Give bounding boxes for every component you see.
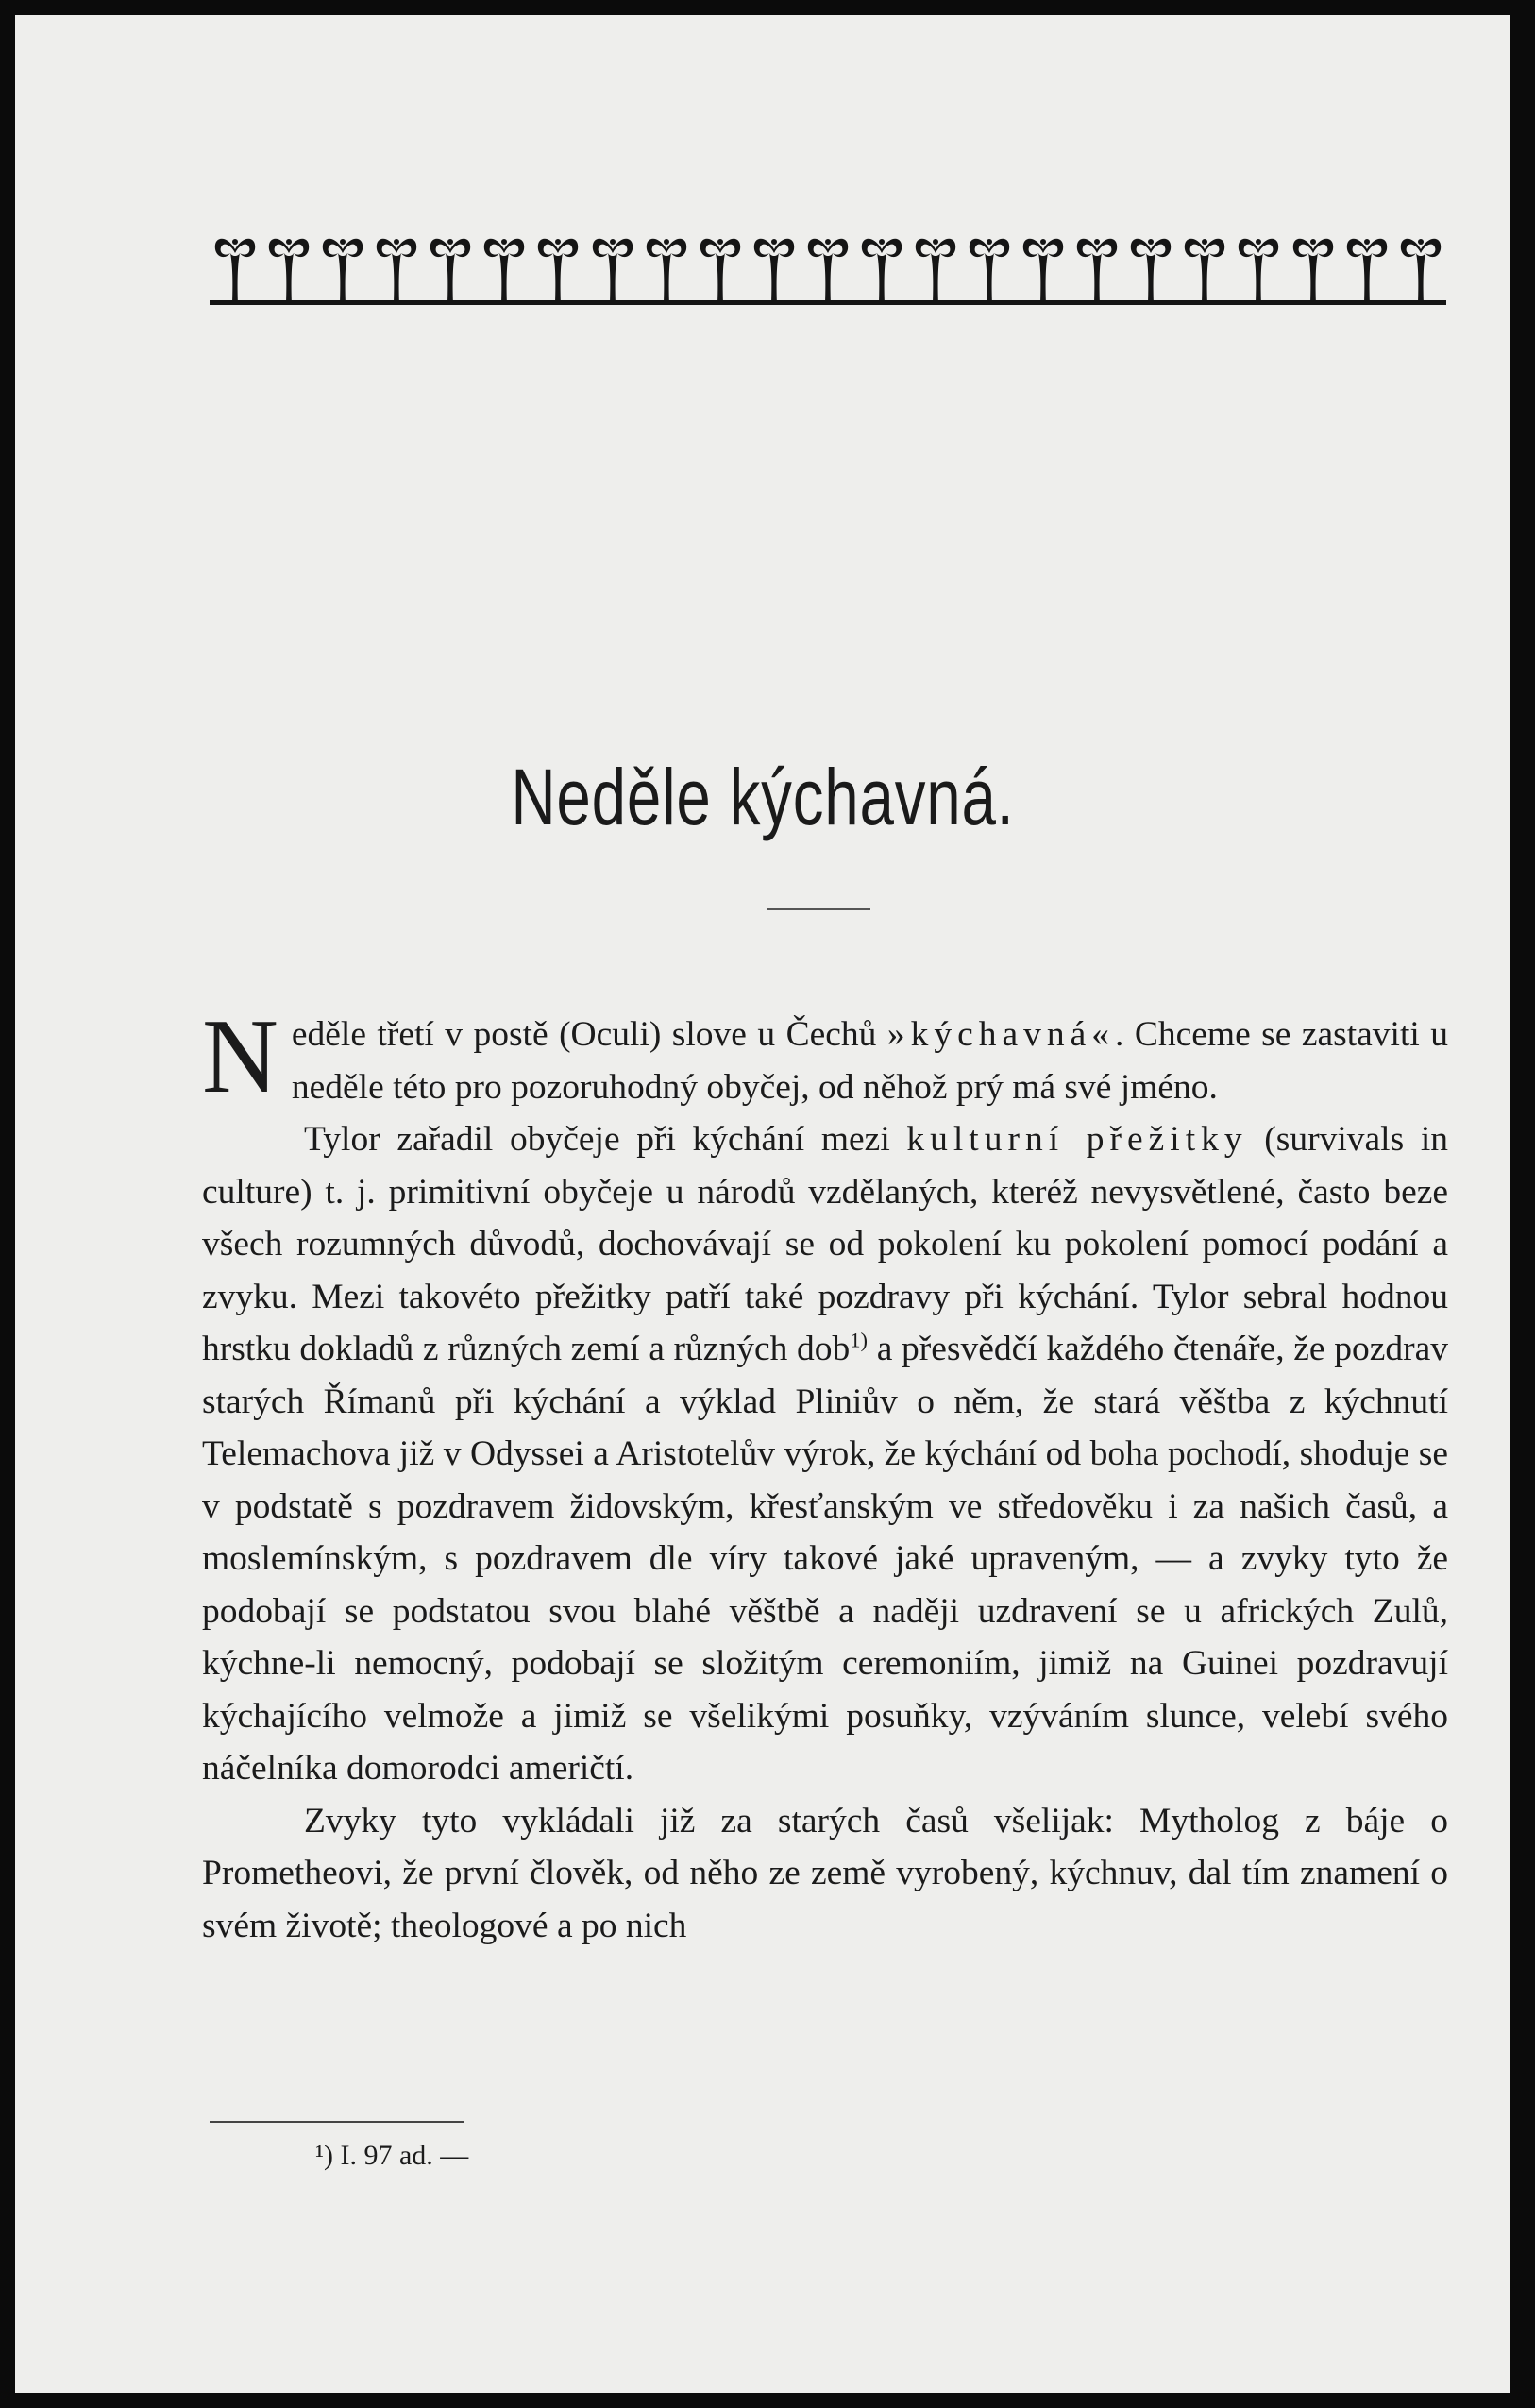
paragraph-2: Tylor zařadil obyčeje při kýchání mezi kulturní přežitky (survivals in culture) t. j. primitivní obyčeje u národů vzdělaných, kteréž nevysvětlené, často beze všech rozumných důvodů, dochovávají se od pokolení ku pokolení pomocí podání a zvyku. Mezi takovéto přežitky patří také pozdravy při kýchání. Tylor sebral hodnou hrstku dokladů z různých zemí a různých dob$^{1)}$ a přesvědčí každého čtenáře, že pozdrav starých Římanů při kýchání a výklad Pliniův o něm, že stará věštba z kýchnutí Telemachova již v Odyssei a Aristotelův výrok, že kýchání od boha pochodí, shoduje se v podstatě s pozdravem židovským, křesťanským ve středověku i za našich časů, a moslemínským, s pozdravem dle víry takové jaké upraveným, — a zvyky tyto že podobají se podstatou svou blahé věštbě a naději uzdravení se u afrických Zulů, kýchne-li nemocný, podobají se složitým ceremoniím, jimiž na Guinei pozdravují kýchajícího velmože a jimiž se všelikými posuňky, vzýváním slunce, velebí svého náčelníka domorodci američtí. (202, 1120, 1449, 1788)
fleuron-icon (479, 230, 530, 306)
fleuron-icon (1179, 230, 1230, 306)
fleuron-icon (749, 230, 800, 306)
fleuron-icon (210, 230, 261, 306)
fleuron-icon (964, 230, 1015, 306)
fleuron-icon (910, 230, 961, 306)
footnote-rule (210, 2121, 464, 2123)
fleuron-icon (263, 230, 314, 306)
drop-cap: N (202, 998, 278, 1115)
fleuron-icon (1125, 230, 1176, 306)
footnote: ¹) I. 97 ad. — (315, 2140, 469, 2171)
footnote-marker[interactable]: 1) (850, 1328, 869, 1352)
fleuron-icon (532, 230, 583, 306)
fleuron-icon (856, 230, 907, 306)
chapter-title: Neděle kýchavná. (511, 753, 1015, 841)
fleuron-icon (425, 230, 476, 306)
book-page (15, 15, 1510, 2393)
ornament-band (210, 223, 1446, 306)
fleuron-icon (1341, 230, 1392, 306)
fleuron-icon (1233, 230, 1284, 306)
fleuron-icon (317, 230, 368, 306)
paragraph-1: Neděle třetí v postě (Oculi) slove u Čechů »kýchavná«. Chceme se zastaviti u neděle této pro pozoruhodný obyčej, od něhož prý má své jméno. (202, 998, 1448, 1115)
body-text (202, 998, 1449, 1952)
fleuron-icon (1071, 230, 1122, 306)
title-divider (767, 908, 870, 910)
fleuron-icon (587, 230, 638, 306)
ornament-rule (210, 300, 1446, 305)
fleuron-icon (1018, 230, 1069, 306)
fleuron-icon (641, 230, 692, 306)
paragraph-3: Zvyky tyto vykládali již za starých časů všelijak: Mytholog z báje o Prometheovi, že první člověk, od něho ze země vyrobený, kýchnuv, dal tím znamení o svém životě; theologové a po nich (202, 1801, 1448, 1945)
fleuron-icon (371, 230, 422, 306)
fleuron-icon (695, 230, 746, 306)
fleuron-icon (1395, 230, 1446, 306)
fleuron-icon (1288, 230, 1339, 306)
fleuron-icon (802, 230, 853, 306)
